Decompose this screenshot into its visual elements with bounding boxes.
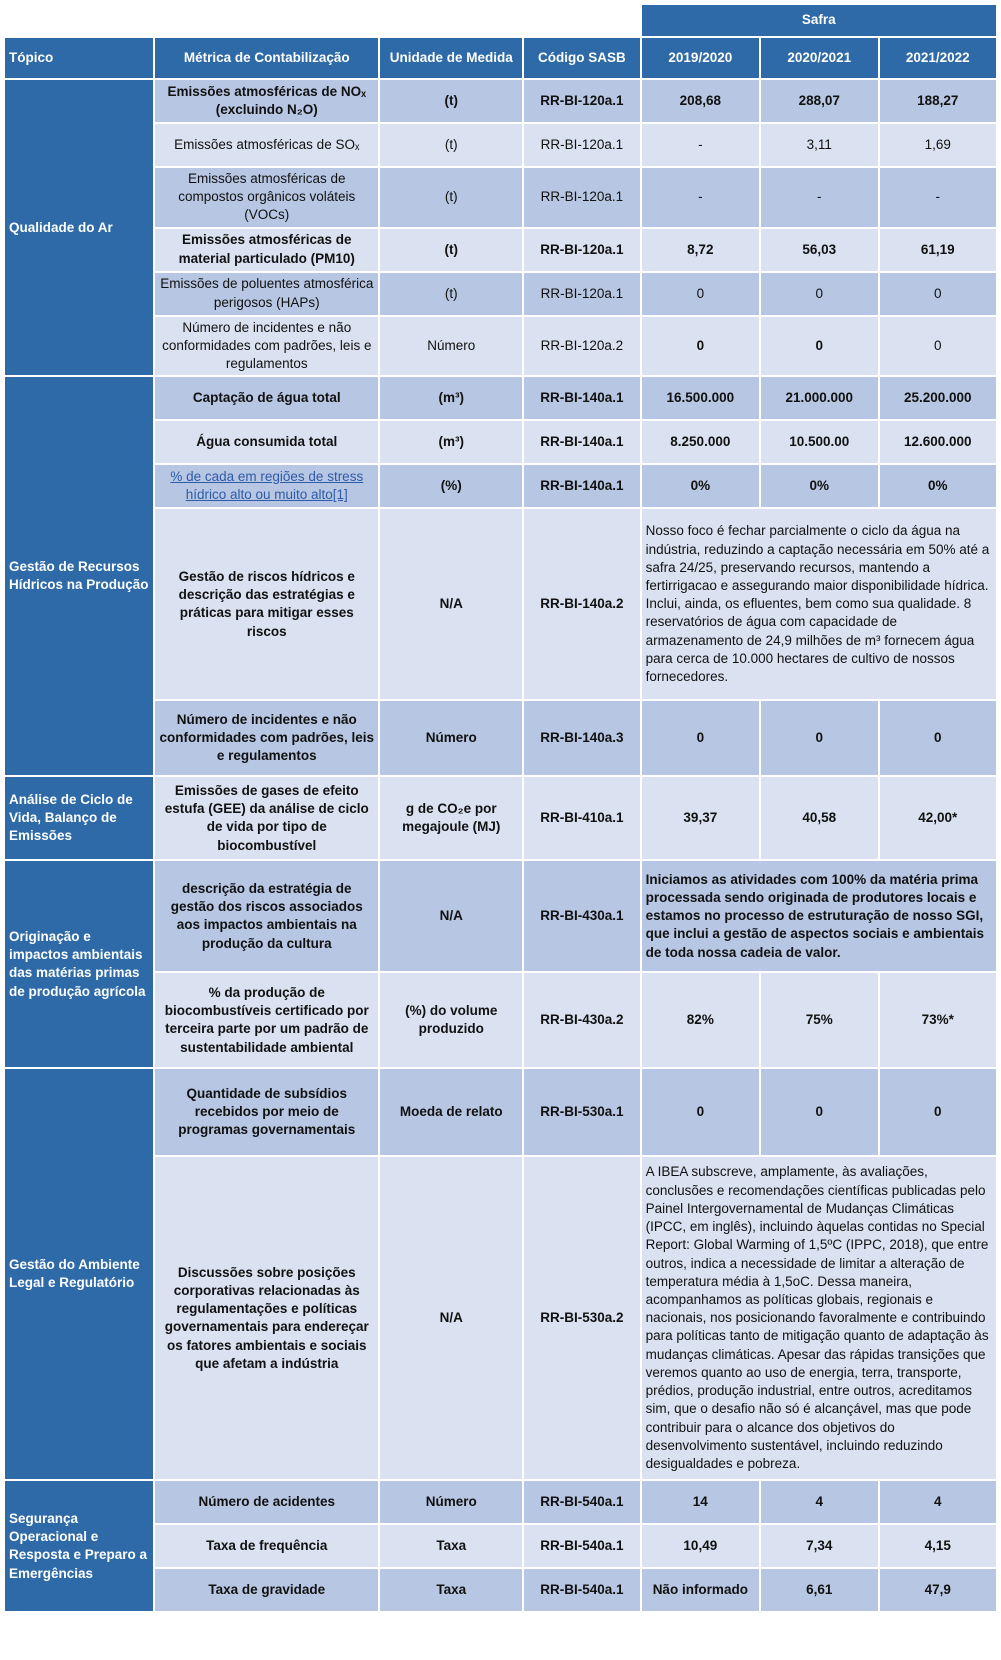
unit-cell: Taxa <box>379 1568 523 1612</box>
unit-cell: Número <box>379 316 523 377</box>
value-cell: 39,37 <box>641 776 760 860</box>
value-cell: 8,72 <box>641 228 760 272</box>
stress-hidrico-link[interactable]: % de cada em regiões de stress hídrico alto ou muito alto[1] <box>170 469 364 503</box>
value-cell: 25.200.000 <box>879 376 998 420</box>
value-cell: 0 <box>641 272 760 316</box>
topic-seguranca-operacional: Segurança Operacional e Resposta e Preparo a Emergências <box>4 1480 154 1612</box>
unit-cell: (%) <box>379 464 523 508</box>
unit-cell: (t) <box>379 272 523 316</box>
metric-cell: Emissões de poluentes atmosférica perigosos (HAPs) <box>154 272 379 316</box>
value-cell: 0 <box>760 316 878 377</box>
metric-cell: Emissões de gases de efeito estufa (GEE) da análise de ciclo de vida por tipo de biocombustível <box>154 776 379 860</box>
metric-cell: Água consumida total <box>154 420 379 464</box>
topic-qualidade-do-ar: Qualidade do Ar <box>4 79 154 376</box>
value-cell: 82% <box>641 972 760 1068</box>
metric-cell: Número de acidentes <box>154 1480 379 1524</box>
code-cell: RR-BI-430a.2 <box>523 972 640 1068</box>
value-cell: 0 <box>641 700 760 776</box>
value-cell: 0 <box>641 1068 760 1156</box>
metric-cell: descrição da estratégia de gestão dos riscos associados aos impactos ambientais na produção da cultura <box>154 860 379 972</box>
metric-cell: Emissões atmosféricas de material particulado (PM10) <box>154 228 379 272</box>
metric-cell: Emissões atmosféricas de SOₓ <box>154 123 379 167</box>
value-cell: 0 <box>760 700 878 776</box>
value-cell: 3,11 <box>760 123 878 167</box>
metric-cell: Taxa de frequência <box>154 1524 379 1568</box>
code-cell: RR-BI-430a.1 <box>523 860 640 972</box>
code-cell: RR-BI-540a.1 <box>523 1568 640 1612</box>
value-cell: 10.500.00 <box>760 420 878 464</box>
header-topico: Tópico <box>4 37 154 79</box>
header-unidade: Unidade de Medida <box>379 37 523 79</box>
value-cell: 0% <box>641 464 760 508</box>
unit-cell: Moeda de relato <box>379 1068 523 1156</box>
code-cell: RR-BI-120a.1 <box>523 167 640 228</box>
code-cell: RR-BI-540a.1 <box>523 1524 640 1568</box>
metric-cell: % da produção de biocombustíveis certificado por terceira parte por um padrão de sustentabilidade ambiental <box>154 972 379 1068</box>
code-cell: RR-BI-120a.1 <box>523 228 640 272</box>
value-cell: - <box>760 167 878 228</box>
code-cell: RR-BI-140a.1 <box>523 376 640 420</box>
metric-cell <box>154 464 379 508</box>
unit-cell: (%) do volume produzido <box>379 972 523 1068</box>
value-cell: 0 <box>760 1068 878 1156</box>
value-cell: 6,61 <box>760 1568 878 1612</box>
metric-cell: Captação de água total <box>154 376 379 420</box>
header-metrica: Métrica de Contabilização <box>154 37 379 79</box>
code-cell: RR-BI-120a.1 <box>523 272 640 316</box>
metric-cell: Emissões atmosféricas de compostos orgânicos voláteis (VOCs) <box>154 167 379 228</box>
header-codigo: Código SASB <box>523 37 640 79</box>
value-cell: 4 <box>879 1480 998 1524</box>
unit-cell: Número <box>379 1480 523 1524</box>
value-cell: 21.000.000 <box>760 376 878 420</box>
value-cell: 0% <box>879 464 998 508</box>
code-cell: RR-BI-140a.2 <box>523 508 640 700</box>
unit-cell: N/A <box>379 508 523 700</box>
value-cell: 0 <box>879 700 998 776</box>
description-cell: A IBEA subscreve, amplamente, às avaliações, conclusões e recomendações científicas publicadas pelo Painel Intergovernamental de Mudanças Climáticas (IPCC, em inglês), incluindo àquelas contidas no Special Report: Global Warming of 1,5ºC (IPPC, 2018), que entre outros, indica a necessidade de limitar a alteração de temperatura média à 1,5oC. Dessa maneira, acompanhamos as políticas globais, regionais e nacionais, nos posicionando favoralmente e contribuindo para políticas tanto de mitigação quanto de adaptação às mudanças climáticas. Apesar das rápidas transições que veremos quanto ao uso de energia, terra, transporte, prédios, produção industrial, entre outros, acreditamos sim, que o desafio não só é alcançável, mas que pode contribuir para o alcance dos objetivos do desenvolvimento sustentável, incluindo reduzindo desigualdades e pobreza. <box>641 1156 997 1480</box>
table-row <box>4 1068 997 1156</box>
metric-cell: Gestão de riscos hídricos e descrição das estratégias e práticas para mitigar esses riscos <box>154 508 379 700</box>
value-cell: 4 <box>760 1480 878 1524</box>
value-cell: 75% <box>760 972 878 1068</box>
value-cell: 0 <box>879 272 998 316</box>
value-cell: 0 <box>641 316 760 377</box>
value-cell: - <box>641 167 760 228</box>
code-cell: RR-BI-120a.2 <box>523 316 640 377</box>
value-cell: 1,69 <box>879 123 998 167</box>
code-cell: RR-BI-530a.2 <box>523 1156 640 1480</box>
header-year-2020-2021: 2020/2021 <box>760 37 878 79</box>
unit-cell: g de CO₂e por megajoule (MJ) <box>379 776 523 860</box>
value-cell: 7,34 <box>760 1524 878 1568</box>
unit-cell: Número <box>379 700 523 776</box>
code-cell: RR-BI-530a.1 <box>523 1068 640 1156</box>
table-row <box>4 1480 997 1524</box>
table-row <box>4 79 997 123</box>
value-cell: 12.600.000 <box>879 420 998 464</box>
code-cell: RR-BI-120a.1 <box>523 123 640 167</box>
value-cell: 14 <box>641 1480 760 1524</box>
metric-cell: Número de incidentes e não conformidades com padrões, leis e regulamentos <box>154 700 379 776</box>
value-cell: 47,9 <box>879 1568 998 1612</box>
value-cell: 0 <box>879 1068 998 1156</box>
value-cell: 0 <box>879 316 998 377</box>
value-cell: 0% <box>760 464 878 508</box>
unit-cell: Taxa <box>379 1524 523 1568</box>
unit-cell: N/A <box>379 860 523 972</box>
unit-cell: (m³) <box>379 376 523 420</box>
value-cell: 73%* <box>879 972 998 1068</box>
sasb-indicators-table <box>3 3 998 1613</box>
value-cell: 42,00* <box>879 776 998 860</box>
code-cell: RR-BI-140a.3 <box>523 700 640 776</box>
code-cell: RR-BI-140a.1 <box>523 464 640 508</box>
topic-gestao-ambiente-legal: Gestão do Ambiente Legal e Regulatório <box>4 1068 154 1480</box>
topic-analise-ciclo-de-vida: Análise de Ciclo de Vida, Balanço de Emissões <box>4 776 154 860</box>
table-row <box>4 376 997 420</box>
value-cell: 16.500.000 <box>641 376 760 420</box>
code-cell: RR-BI-410a.1 <box>523 776 640 860</box>
unit-cell: (m³) <box>379 420 523 464</box>
metric-cell: Quantidade de subsídios recebidos por meio de programas governamentais <box>154 1068 379 1156</box>
value-cell: 40,58 <box>760 776 878 860</box>
value-cell: - <box>879 167 998 228</box>
value-cell: 288,07 <box>760 79 878 123</box>
code-cell: RR-BI-540a.1 <box>523 1480 640 1524</box>
value-cell: 8.250.000 <box>641 420 760 464</box>
value-cell: 56,03 <box>760 228 878 272</box>
unit-cell: (t) <box>379 79 523 123</box>
unit-cell: (t) <box>379 123 523 167</box>
topic-gestao-recursos-hidricos: Gestão de Recursos Hídricos na Produção <box>4 376 154 776</box>
metric-cell: Número de incidentes e não conformidades com padrões, leis e regulamentos <box>154 316 379 377</box>
unit-cell: N/A <box>379 1156 523 1480</box>
value-cell: 10,49 <box>641 1524 760 1568</box>
header-safra: Safra <box>641 4 997 37</box>
value-cell: Não informado <box>641 1568 760 1612</box>
metric-cell: Discussões sobre posições corporativas relacionadas às regulamentações e políticas governamentais para endereçar os fatores ambientais e sociais que afetam a indústria <box>154 1156 379 1480</box>
header-year-2021-2022: 2021/2022 <box>879 37 998 79</box>
metric-cell: Taxa de gravidade <box>154 1568 379 1612</box>
value-cell: 208,68 <box>641 79 760 123</box>
metric-cell: Emissões atmosféricas de NOₓ (excluindo N₂O) <box>154 79 379 123</box>
value-cell: 61,19 <box>879 228 998 272</box>
value-cell: 188,27 <box>879 79 998 123</box>
code-cell: RR-BI-140a.1 <box>523 420 640 464</box>
unit-cell: (t) <box>379 167 523 228</box>
value-cell: - <box>641 123 760 167</box>
value-cell: 0 <box>760 272 878 316</box>
description-cell: Iniciamos as atividades com 100% da matéria prima processada sendo originada de produtores locais e estamos no processo de estruturação de nosso SGI, que inclui a gestão de aspectos sociais e ambientais de toda nossa cadeia de valor. <box>641 860 997 972</box>
unit-cell: (t) <box>379 228 523 272</box>
table-row <box>4 860 997 972</box>
topic-originacao-impactos: Originação e impactos ambientais das matérias primas de produção agrícola <box>4 860 154 1068</box>
table-row <box>4 776 997 860</box>
header-spacer <box>4 4 641 37</box>
code-cell: RR-BI-120a.1 <box>523 79 640 123</box>
header-year-2019-2020: 2019/2020 <box>641 37 760 79</box>
description-cell: Nosso foco é fechar parcialmente o ciclo da água na indústria, reduzindo a captação necessária em 50% até a safra 24/25, preservando recursos, mantendo a fertirrigacao e assegurando maior disponibilidade hídrica. Inclui, ainda, os efluentes, bem como sua qualidade. 8 reservatórios de água com capacidade de armazenamento de 24,9 milhões de m³ fornecem água para cerca de 10.000 hectares de cultivo de nossos fornecedores. <box>641 508 997 700</box>
value-cell: 4,15 <box>879 1524 998 1568</box>
